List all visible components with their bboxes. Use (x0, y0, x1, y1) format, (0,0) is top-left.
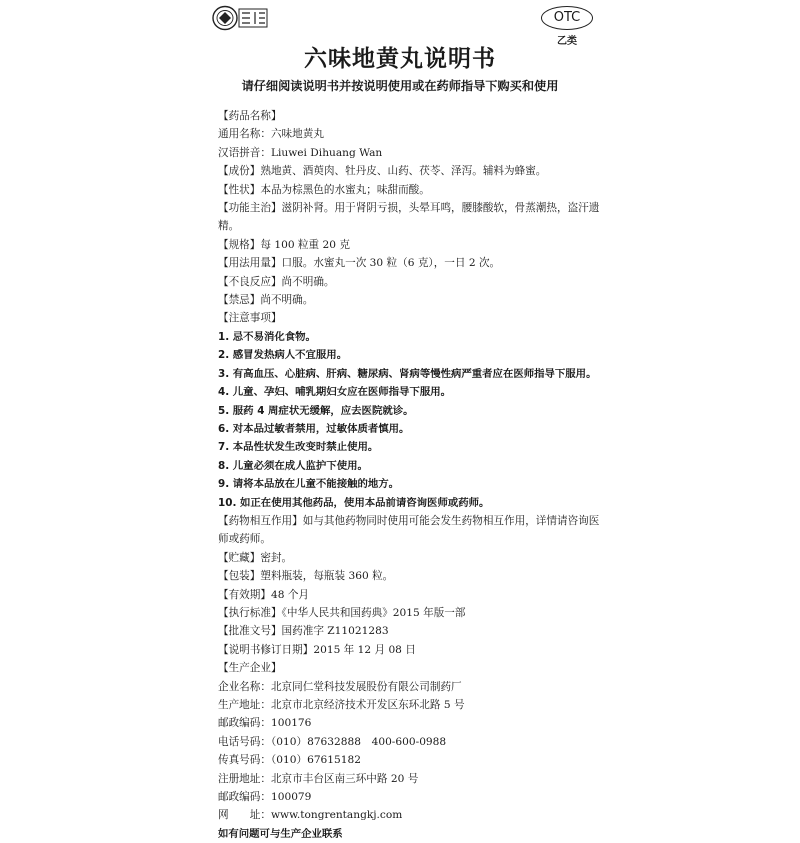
generic-name: 通用名称：六味地黄丸 (218, 128, 324, 141)
ingredients: 【成份】熟地黄、酒萸肉、牡丹皮、山药、茯苓、泽泻。辅料为蜂蜜。 (218, 165, 547, 178)
precautions-heading: 【注意事项】 (218, 312, 282, 325)
manufacturer-line: 注册地址：北京市丰台区南三环中路 20 号 (218, 772, 419, 785)
description: 【性状】本品为棕黑色的水蜜丸；味甜而酸。 (218, 183, 430, 196)
precaution-item: 7. 本品性状发生改变时禁止使用。 (218, 441, 379, 454)
manufacturer-line: 邮政编码：100176 (218, 717, 312, 730)
manufacturer-line: 企业名称：北京同仁堂科技发展股份有限公司制药厂 (218, 680, 462, 693)
page-subtitle: 请仔细阅读说明书并按说明使用或在药师指导下购买和使用 (241, 79, 559, 93)
contraindications: 【禁忌】尚不明确。 (218, 294, 314, 307)
interactions: 【药物相互作用】如与其他药物同时使用可能会发生药物相互作用，详情请咨询医师或药师。 (218, 514, 600, 546)
precaution-item: 3. 有高血压、心脏病、肝病、糖尿病、肾病等慢性病严重者应在医师指导下服用。 (218, 367, 597, 380)
tongrentang-logo (211, 5, 269, 31)
otc-badge: OTC (541, 6, 593, 30)
precaution-item: 9. 请将本品放在儿童不能接触的地方。 (218, 478, 400, 491)
pinyin-name: 汉语拼音：Liuwei Dihuang Wan (218, 146, 383, 159)
manufacturer-line: 网 址：www.tongrentangkj.com (218, 809, 403, 822)
manufacturer-line: 邮政编码：100079 (218, 791, 312, 804)
manufacturer-line: 生产地址：北京市北京经济技术开发区东环北路 5 号 (218, 699, 465, 711)
precaution-item: 8. 儿童必须在成人监护下使用。 (218, 459, 368, 472)
manufacturer-line: 电话号码：（010）87632888 400-600-0988 (218, 735, 447, 748)
leaflet-content (218, 107, 606, 843)
standard: 【执行标准】《中华人民共和国药典》2015 年版一部 (218, 606, 466, 619)
adverse-reactions: 【不良反应】尚不明确。 (218, 275, 335, 288)
package: 【包装】塑料瓶装，每瓶装 360 粒。 (218, 570, 394, 583)
specification: 【规格】每 100 粒重 20 克 (218, 238, 350, 251)
approval-number: 【批准文号】国药准字 Z11021283 (218, 625, 389, 638)
leaflet-page (193, 0, 607, 840)
indications: 【功能主治】滋阴补肾。用于肾阴亏损，头晕耳鸣，腰膝酸软，骨蒸潮热，盗汗遗精。 (218, 202, 600, 233)
precaution-item: 4. 儿童、孕妇、哺乳期妇女应在医师指导下服用。 (218, 386, 451, 399)
revision-date: 【说明书修订日期】2015 年 12 月 08 日 (218, 643, 416, 656)
footer-note: 如有问题可与生产企业联系 (218, 827, 343, 840)
drug-name-heading: 【药品名称】 (218, 110, 282, 122)
validity: 【有效期】48 个月 (218, 588, 310, 601)
precaution-item: 5. 服药 4 周症状无缓解，应去医院就诊。 (218, 404, 414, 417)
manufacturer-line: 传真号码：（010）67615182 (218, 754, 361, 767)
precaution-item: 10. 如正在使用其他药品，使用本品前请咨询医师或药师。 (218, 496, 490, 509)
precaution-item: 6. 对本品过敏者禁用，过敏体质者慎用。 (218, 422, 410, 435)
manufacturer-heading: 【生产企业】 (218, 662, 282, 675)
dosage: 【用法用量】口服。水蜜丸一次 30 粒（6 克），一日 2 次。 (218, 257, 501, 270)
storage: 【贮藏】密封。 (218, 551, 293, 564)
otc-class-label: 乙类 (557, 36, 577, 47)
page-title: 六味地黄丸说明书 (304, 46, 496, 72)
precaution-item: 1. 忌不易消化食物。 (218, 330, 316, 343)
precaution-item: 2. 感冒发热病人不宜服用。 (218, 349, 348, 362)
